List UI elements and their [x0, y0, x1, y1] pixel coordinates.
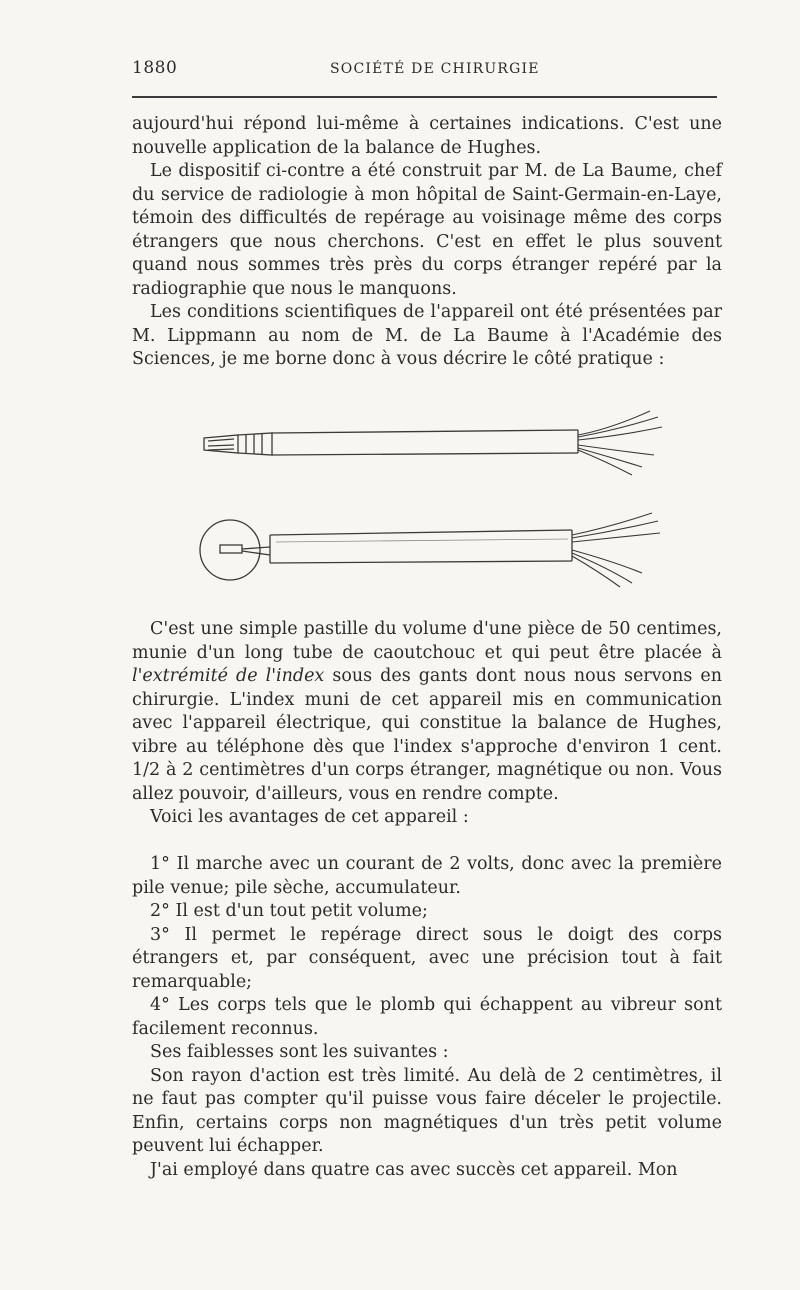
top-view-wires — [572, 513, 660, 587]
apparatus-figure — [180, 395, 680, 605]
paragraph: Ses faiblesses sont les suivantes : — [150, 1042, 449, 1062]
description-text — [132, 618, 722, 830]
apparatus-illustration — [180, 395, 680, 605]
side-view-tube — [272, 430, 578, 455]
page-number: 1880 — [132, 58, 178, 78]
list-item: 4° Les corps tels que le plomb qui échappent au vibreur sont facilement reconnus. — [132, 995, 722, 1039]
paragraph: aujourd'hui répond lui-même à certaines indications. C'est une nouvelle application de la balance de Hughes. — [132, 114, 722, 158]
top-view-disc — [200, 520, 270, 580]
intro-text — [132, 113, 722, 372]
running-header — [132, 52, 717, 88]
list-item: 1° Il marche avec un courant de 2 volts, donc avec la première pile venue; pile sèche, accumulateur. — [132, 854, 722, 898]
paragraph: Son rayon d'action est très limité. Au delà de 2 centimètres, il ne faut pas compter qu'il puisse vous faire déceler le projectile. Enfin, certains corps non magnétiques d'un très petit volume peuvent lui échapper. — [132, 1065, 722, 1156]
paragraph: J'ai employé dans quatre cas avec succès cet appareil. Mon — [150, 1159, 678, 1180]
advantages-list — [132, 853, 722, 1182]
side-view-plug — [204, 433, 272, 455]
top-view-tube — [270, 530, 572, 563]
text-run: sous des gants dont nous nous servons en chirurgie. L'index muni de cet appareil mis en communication avec l'appareil électrique, qui constitue la balance de Hughes, vibre au téléphone dès que l'index s'approche d'environ 1 cent. 1/2 à 2 centimètres d'un corps étranger, magnétique ou non. Vous allez pouvoir, d'ailleurs, vous en rendre compte. — [132, 666, 723, 804]
running-title: SOCIÉTÉ DE CHIRURGIE — [330, 61, 540, 77]
italic-phrase: l'extrémité de l'index — [132, 666, 325, 686]
header-rule — [132, 96, 717, 98]
paragraph: Les conditions scientifiques de l'appareil ont été présentées par M. Lippmann au nom de M. de La Baume à l'Académie des Sciences, je me borne donc à vous décrire le côté pratique : — [132, 302, 722, 369]
paragraph — [132, 618, 722, 806]
paragraph: Le dispositif ci-contre a été construit par M. de La Baume, chef du service de radiologie à mon hôpital de Saint-Germain-en-Laye, témoin des difficultés de repérage au voisinage même des corps étrangers que nous cherchons. C'est en effet le plus souvent quand nous sommes très près du corps étranger repéré par la radiographie que nous le manquons. — [132, 161, 722, 299]
paragraph: Voici les avantages de cet appareil : — [150, 807, 469, 827]
text-run: C'est une simple pastille du volume d'une pièce de 50 centimes, munie d'un long tube de caoutchouc et qui peut être placée à — [132, 619, 722, 663]
list-item: 3° Il permet le repérage direct sous le doigt des corps étrangers et, par conséquent, avec une précision tout à fait remarquable; — [132, 924, 722, 992]
list-item: 2° Il est d'un tout petit volume; — [150, 901, 428, 921]
side-view-wires — [578, 411, 662, 475]
